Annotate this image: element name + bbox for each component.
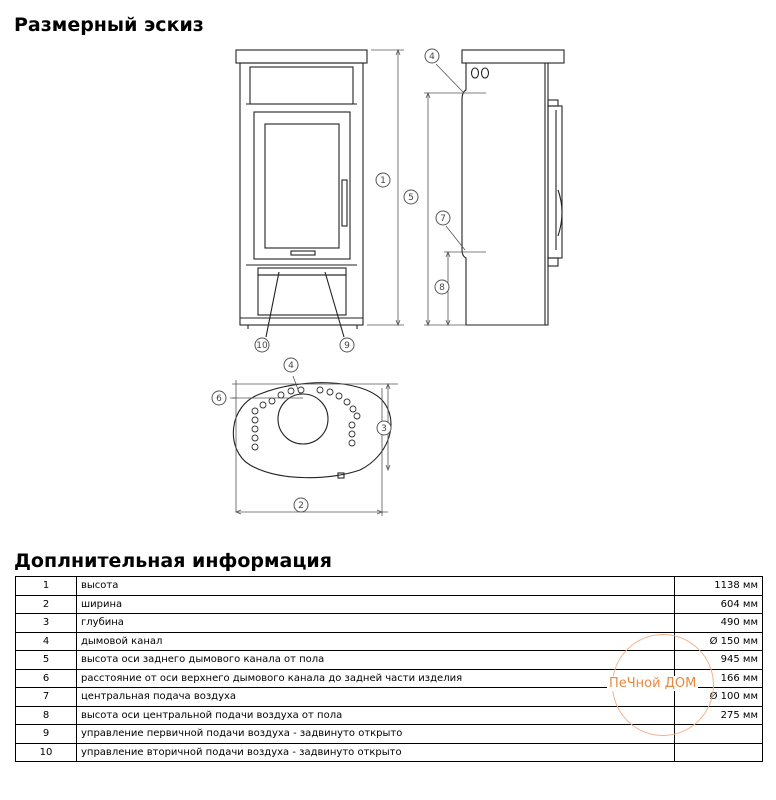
row-value: 1138 мм bbox=[675, 577, 763, 596]
row-label: центральная подача воздуха bbox=[77, 688, 675, 707]
row-number: 1 bbox=[16, 577, 77, 596]
callout-1 bbox=[376, 173, 390, 187]
table-row bbox=[16, 725, 763, 744]
callout-3 bbox=[377, 421, 391, 435]
row-value: 275 мм bbox=[675, 706, 763, 725]
watermark-logo: ПеЧной ДОМ bbox=[609, 676, 697, 691]
row-value: Ø 100 мм bbox=[675, 688, 763, 707]
row-number: 6 bbox=[16, 669, 77, 688]
svg-text:8: 8 bbox=[439, 283, 445, 293]
callout-10 bbox=[255, 338, 269, 352]
row-number: 4 bbox=[16, 632, 77, 651]
table-row bbox=[16, 595, 763, 614]
callout-6 bbox=[212, 391, 226, 405]
callout-4-top bbox=[284, 358, 298, 372]
svg-text:3: 3 bbox=[381, 424, 387, 434]
row-value bbox=[675, 743, 763, 762]
row-value bbox=[675, 725, 763, 744]
svg-text:10: 10 bbox=[256, 341, 268, 351]
row-number: 9 bbox=[16, 725, 77, 744]
callout-9 bbox=[340, 338, 354, 352]
row-number: 7 bbox=[16, 688, 77, 707]
door-handle bbox=[342, 180, 347, 226]
row-value: Ø 150 мм bbox=[675, 632, 763, 651]
row-label: управление вторичной подачи воздуха - задвинуто открыто bbox=[77, 743, 675, 762]
row-label: высота оси заднего дымового канала от пола bbox=[77, 651, 675, 670]
callout-5 bbox=[404, 190, 418, 204]
svg-text:5: 5 bbox=[408, 193, 414, 203]
callout-2 bbox=[294, 498, 308, 512]
svg-text:7: 7 bbox=[440, 214, 446, 224]
row-number: 5 bbox=[16, 651, 77, 670]
row-number: 2 bbox=[16, 595, 77, 614]
svg-text:1: 1 bbox=[380, 176, 386, 186]
row-value: 166 мм bbox=[675, 669, 763, 688]
row-label: ширина bbox=[77, 595, 675, 614]
callout-8 bbox=[435, 280, 449, 294]
table-row bbox=[16, 743, 763, 762]
table-row bbox=[16, 632, 763, 651]
svg-text:6: 6 bbox=[216, 394, 222, 404]
row-label: высота оси центральной подачи воздуха от пола bbox=[77, 706, 675, 725]
svg-text:2: 2 bbox=[298, 501, 304, 511]
info-title: Доплнительная информация bbox=[14, 550, 332, 572]
table-row bbox=[16, 577, 763, 596]
info-table bbox=[15, 576, 763, 762]
front-top-plate bbox=[236, 50, 367, 63]
front-door bbox=[254, 112, 350, 259]
svg-text:4: 4 bbox=[429, 52, 435, 62]
row-label: управление первичной подачи воздуха - задвинуто открыто bbox=[77, 725, 675, 744]
row-number: 10 bbox=[16, 743, 77, 762]
callout-4-side bbox=[425, 49, 439, 63]
svg-text:4: 4 bbox=[288, 361, 294, 371]
row-value: 945 мм bbox=[675, 651, 763, 670]
table-row bbox=[16, 651, 763, 670]
row-label: дымовой канал bbox=[77, 632, 675, 651]
row-value: 604 мм bbox=[675, 595, 763, 614]
flue-circle bbox=[278, 394, 328, 444]
table-row bbox=[16, 706, 763, 725]
top-outline bbox=[233, 383, 391, 478]
sketch-title: Размерный эскиз bbox=[14, 14, 204, 36]
row-label: высота bbox=[77, 577, 675, 596]
svg-text:9: 9 bbox=[344, 341, 350, 351]
row-label: расстояние от оси верхнего дымового канала до задней части изделия bbox=[77, 669, 675, 688]
front-glass bbox=[265, 124, 339, 248]
table-row bbox=[16, 614, 763, 633]
row-number: 3 bbox=[16, 614, 77, 633]
row-value: 490 мм bbox=[675, 614, 763, 633]
row-number: 8 bbox=[16, 706, 77, 725]
row-label: глубина bbox=[77, 614, 675, 633]
callout-7 bbox=[436, 211, 450, 225]
